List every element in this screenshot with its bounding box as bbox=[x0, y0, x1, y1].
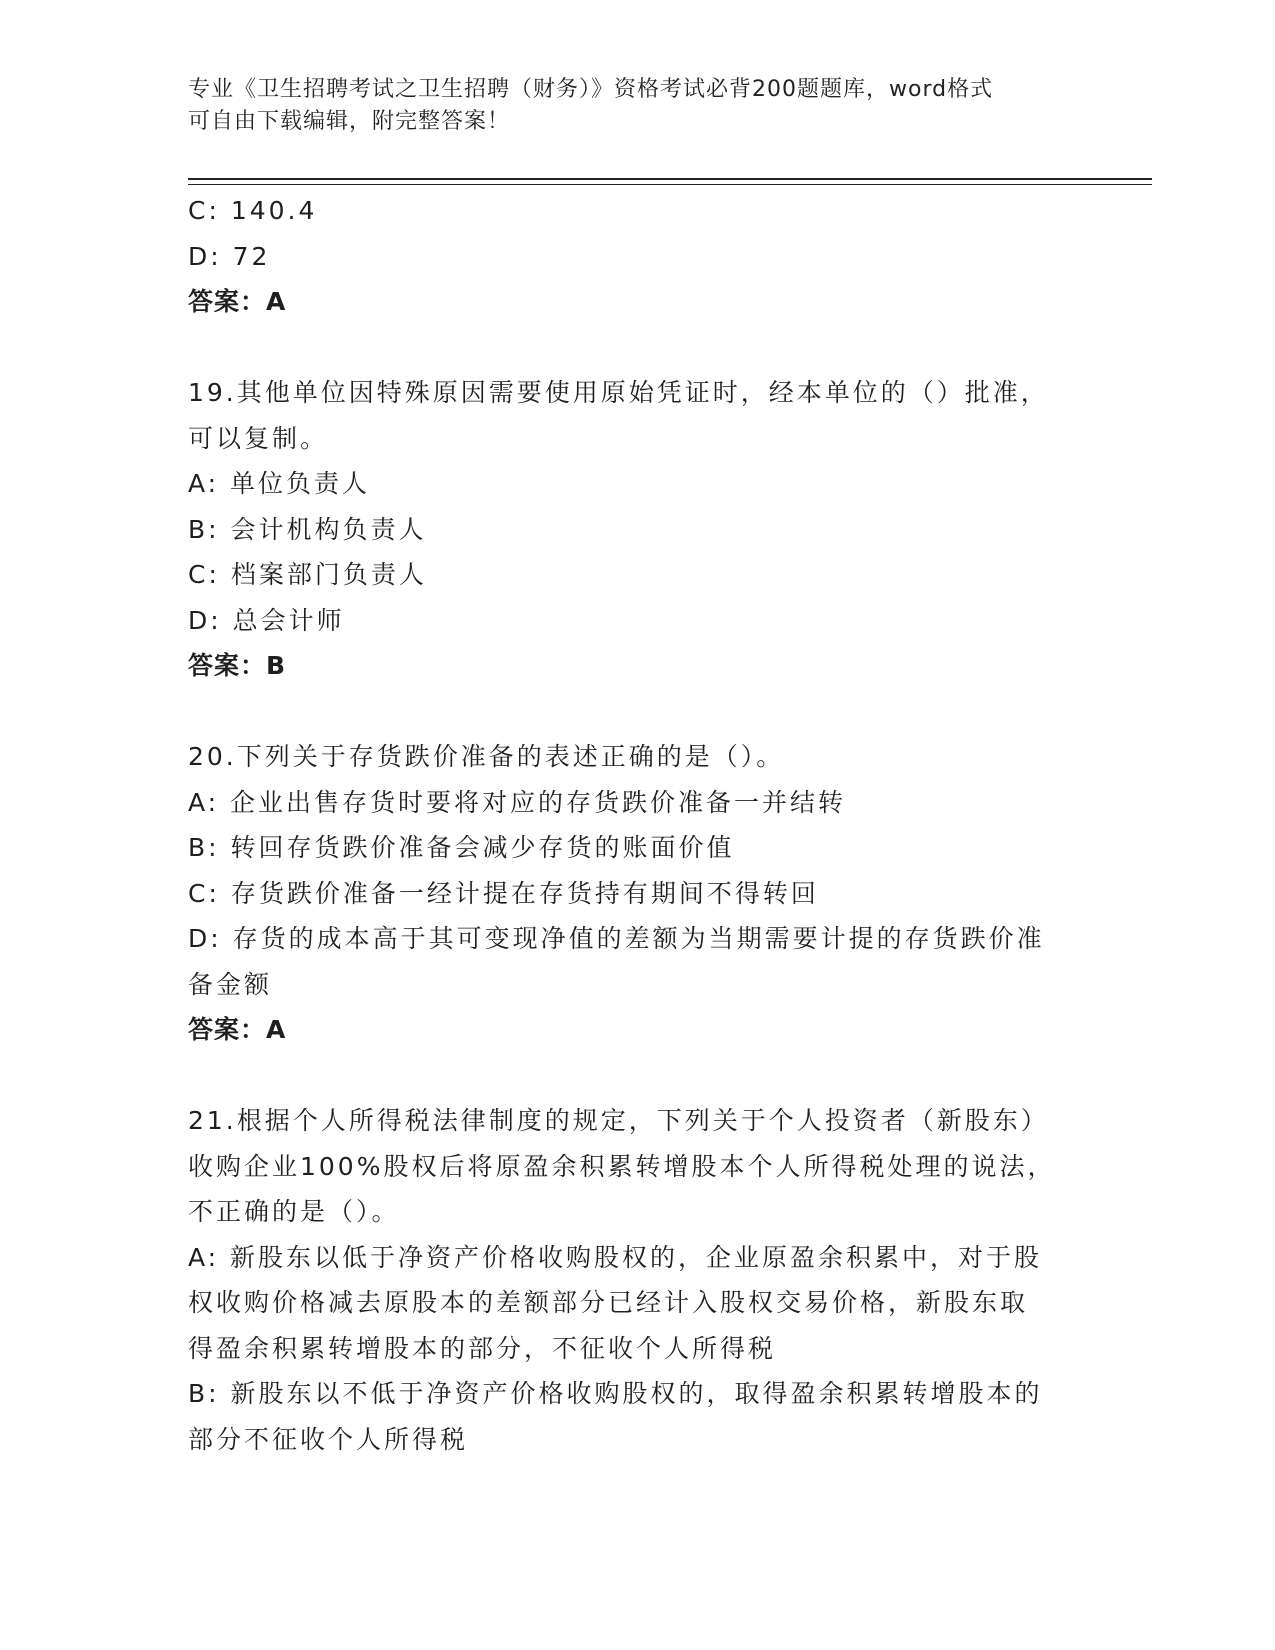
q20-stem-line1: 20.下列关于存货跌价准备的表述正确的是（）。 bbox=[188, 742, 785, 771]
q20-option-c: C: 存货跌价准备一经计提在存货持有期间不得转回 bbox=[188, 878, 819, 908]
question-19 bbox=[188, 370, 1068, 689]
spacer bbox=[188, 325, 1068, 371]
q19-option-c: C: 档案部门负责人 bbox=[188, 560, 427, 589]
q19-answer: 答案：B bbox=[188, 651, 287, 680]
q19-stem-line2: 可以复制。 bbox=[188, 423, 329, 453]
q20-answer: 答案：A bbox=[188, 1015, 287, 1044]
q18-option-d: D: 72 bbox=[188, 241, 271, 271]
q18-answer: 答案：A bbox=[188, 287, 287, 316]
question-content bbox=[188, 188, 1068, 1462]
q21-option-b-line1: B: 新股东以不低于净资产价格收购股权的，取得盈余积累转增股本的 bbox=[188, 1379, 1043, 1408]
q21-stem-line3: 不正确的是（）。 bbox=[188, 1197, 400, 1226]
q19-option-a: A: 单位负责人 bbox=[188, 469, 371, 498]
header-title-line1: 专业《卫生招聘考试之卫生招聘（财务）》资格考试必背200题题库，word格式 bbox=[188, 77, 994, 102]
q21-option-b-line2: 部分不征收个人所得税 bbox=[188, 1424, 469, 1454]
q18-option-c: C: 140.4 bbox=[188, 196, 318, 225]
q21-option-a-line3: 得盈余积累转增股本的部分，不征收个人所得税 bbox=[188, 1333, 777, 1363]
question-18 bbox=[188, 188, 1068, 325]
q21-option-a-line2: 权收购价格减去原股本的差额部分已经计入股权交易价格，新股东取 bbox=[188, 1288, 1029, 1317]
page-header bbox=[188, 74, 1088, 138]
q21-option-a-line1: A: 新股东以低于净资产价格收购股权的，企业原盈余积累中，对于股 bbox=[188, 1242, 1043, 1272]
spacer bbox=[188, 689, 1068, 735]
q19-stem-line1: 19.其他单位因特殊原因需要使用原始凭证时，经本单位的（）批准， bbox=[188, 378, 1049, 407]
header-divider-thick bbox=[188, 178, 1152, 180]
q20-option-d-line1: D: 存货的成本高于其可变现净值的差额为当期需要计提的存货跌价准 bbox=[188, 924, 1045, 953]
q19-option-b: B: 会计机构负责人 bbox=[188, 514, 427, 544]
spacer bbox=[188, 1053, 1068, 1099]
q21-stem-line2: 收购企业100%股权后将原盈余积累转增股本个人所得税处理的说法， bbox=[188, 1151, 1056, 1181]
q20-option-d-line2: 备金额 bbox=[188, 969, 273, 999]
q19-option-d: D: 总会计师 bbox=[188, 605, 345, 635]
q20-option-a: A: 企业出售存货时要将对应的存货跌价准备一并结转 bbox=[188, 787, 847, 817]
header-title-line2: 可自由下载编辑，附完整答案！ bbox=[188, 109, 511, 134]
header-divider-thin bbox=[188, 184, 1152, 185]
q20-option-b: B: 转回存货跌价准备会减少存货的账面价值 bbox=[188, 833, 735, 862]
question-21 bbox=[188, 1098, 1068, 1462]
q21-stem-line1: 21.根据个人所得税法律制度的规定，下列关于个人投资者（新股东） bbox=[188, 1106, 1049, 1135]
question-20 bbox=[188, 734, 1068, 1053]
